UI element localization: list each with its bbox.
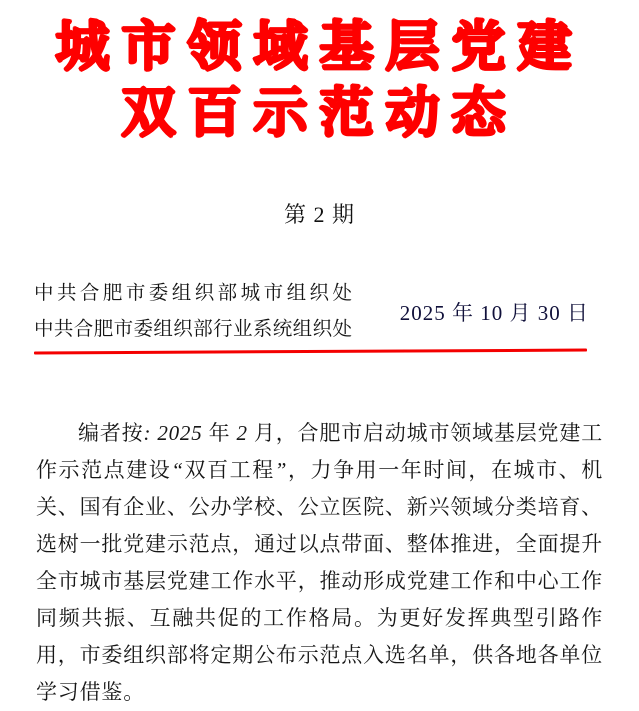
org-line-1: 中共合肥市委组织部城市组织处	[34, 283, 352, 304]
org-line-2: 中共合肥市委组织部行业系统组织处	[34, 319, 352, 340]
issuing-orgs	[34, 276, 352, 348]
issue-date: 2025 年 10 月 30 日	[399, 301, 589, 325]
red-divider-line	[34, 349, 587, 355]
meta-row	[34, 276, 605, 348]
masthead	[34, 14, 605, 146]
masthead-title-line-1: 城市领域基层党建	[55, 15, 584, 78]
document-body	[34, 415, 605, 711]
editor-note-paragraph: 编者按: 2025 年 2 月，合肥市启动城市领域基层党建工作示范点建设“双百工程”，力争用一年时间，在城市、机关、国有企业、公办学校、公立医院、新兴领域分类培育、选树一批党建示范点，通过以点带面、整体推进，全面提升全市城市基层党建工作水平，推动形成党建工作和中心工作同频共振、互融共促的工作格局。为更好发挥典型引路作用，市委组织部将定期公布示范点入选名单，供各地各单位学习借鉴。	[36, 421, 603, 704]
masthead-title-line-2: 双百示范动态	[121, 81, 518, 144]
issue-number: 第 2 期	[283, 202, 355, 227]
